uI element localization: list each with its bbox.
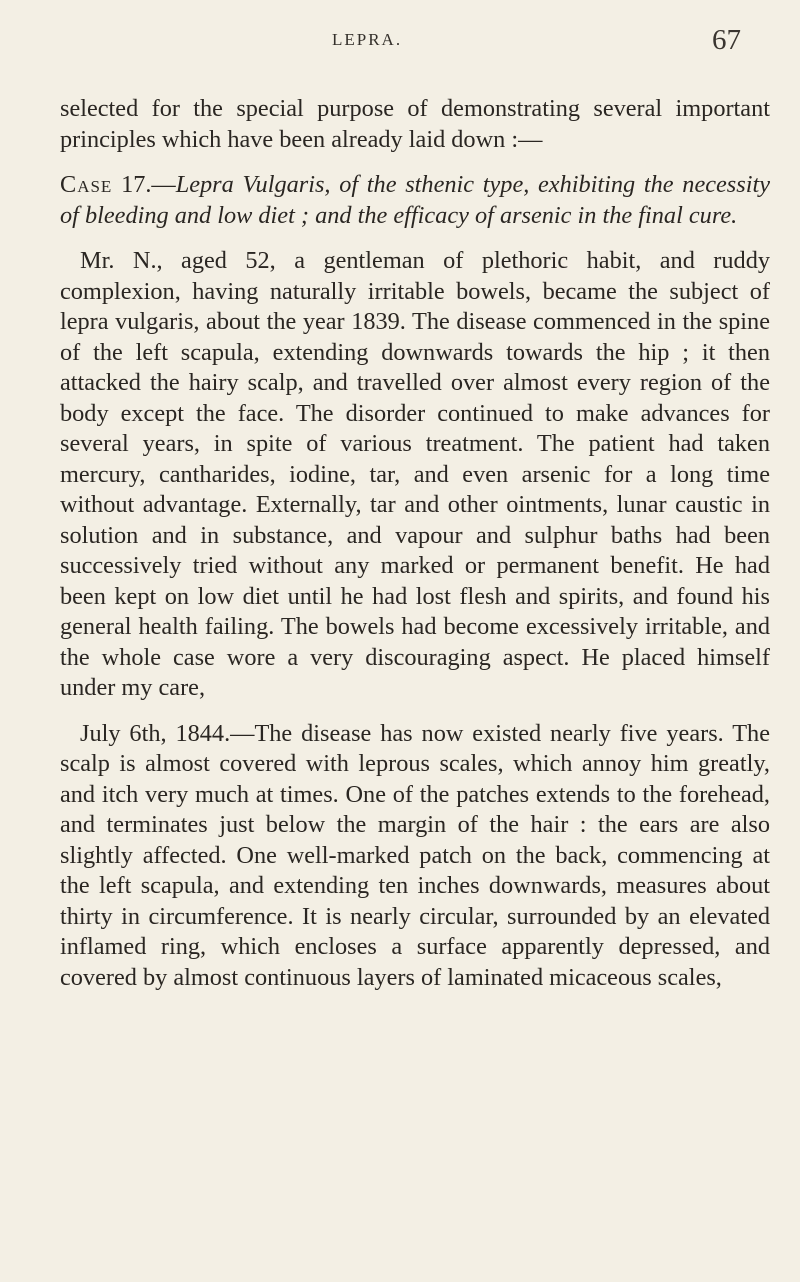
page-number: 67 bbox=[712, 24, 741, 56]
case-title: Lepra Vulgaris, of the sthenic type, exhibiting the necessity of bleeding and low diet ; and the efficacy of arsenic in the final cure. bbox=[60, 171, 771, 229]
case-paragraph-1: Mr. N., aged 52, a gentleman of plethoric habit, and ruddy complexion, having naturally irritable bowels, became the subject of lepra vulgaris, about the year 1839. The disease commenced in the spine of the left scapula, extending downwards towards the hip ; it then attacked the hairy scalp, and travelled over almost every region of the body except the face. The disorder continued to make advances for several years, in spite of various treatment. The patient had taken mercury, cantharides, iodine, tar, and even arsenic for a long time without advantage. Externally, tar and other ointments, lunar caustic in solution and in substance, and vapour and sulphur baths had been successively tried without any marked or permanent benefit. He had been kept on low diet until he had lost flesh and spirits, and found his general health failing. The bowels had become excessively irritable, and the whole case wore a very discouraging aspect. He placed himself under my care, bbox=[60, 247, 770, 701]
running-head bbox=[0, 16, 800, 56]
case-number: 17.— bbox=[121, 171, 176, 198]
body-text bbox=[60, 94, 770, 993]
case-label: Case bbox=[60, 171, 113, 198]
case-paragraph-2: July 6th, 1844.—The disease has now existed nearly five years. The scalp is almost covered with leprous scales, which annoy him greatly, and itch very much at times. One of the patches extends to the forehead, and terminates just below the margin of the hair : the ears are also slightly affected. One well-marked patch on the back, commencing at the left scapula, and extending ten inches downwards, measures about thirty in circumference. It is nearly circular, surrounded by an elevated inflamed ring, which encloses a surface apparently depressed, and covered by almost continuous layers of laminated micaceous scales, bbox=[60, 719, 770, 991]
running-title: LEPRA. bbox=[332, 30, 403, 49]
intro-paragraph: selected for the special purpose of demonstrating several important principles which have been already laid down :— bbox=[60, 95, 770, 153]
case-heading bbox=[60, 170, 770, 231]
